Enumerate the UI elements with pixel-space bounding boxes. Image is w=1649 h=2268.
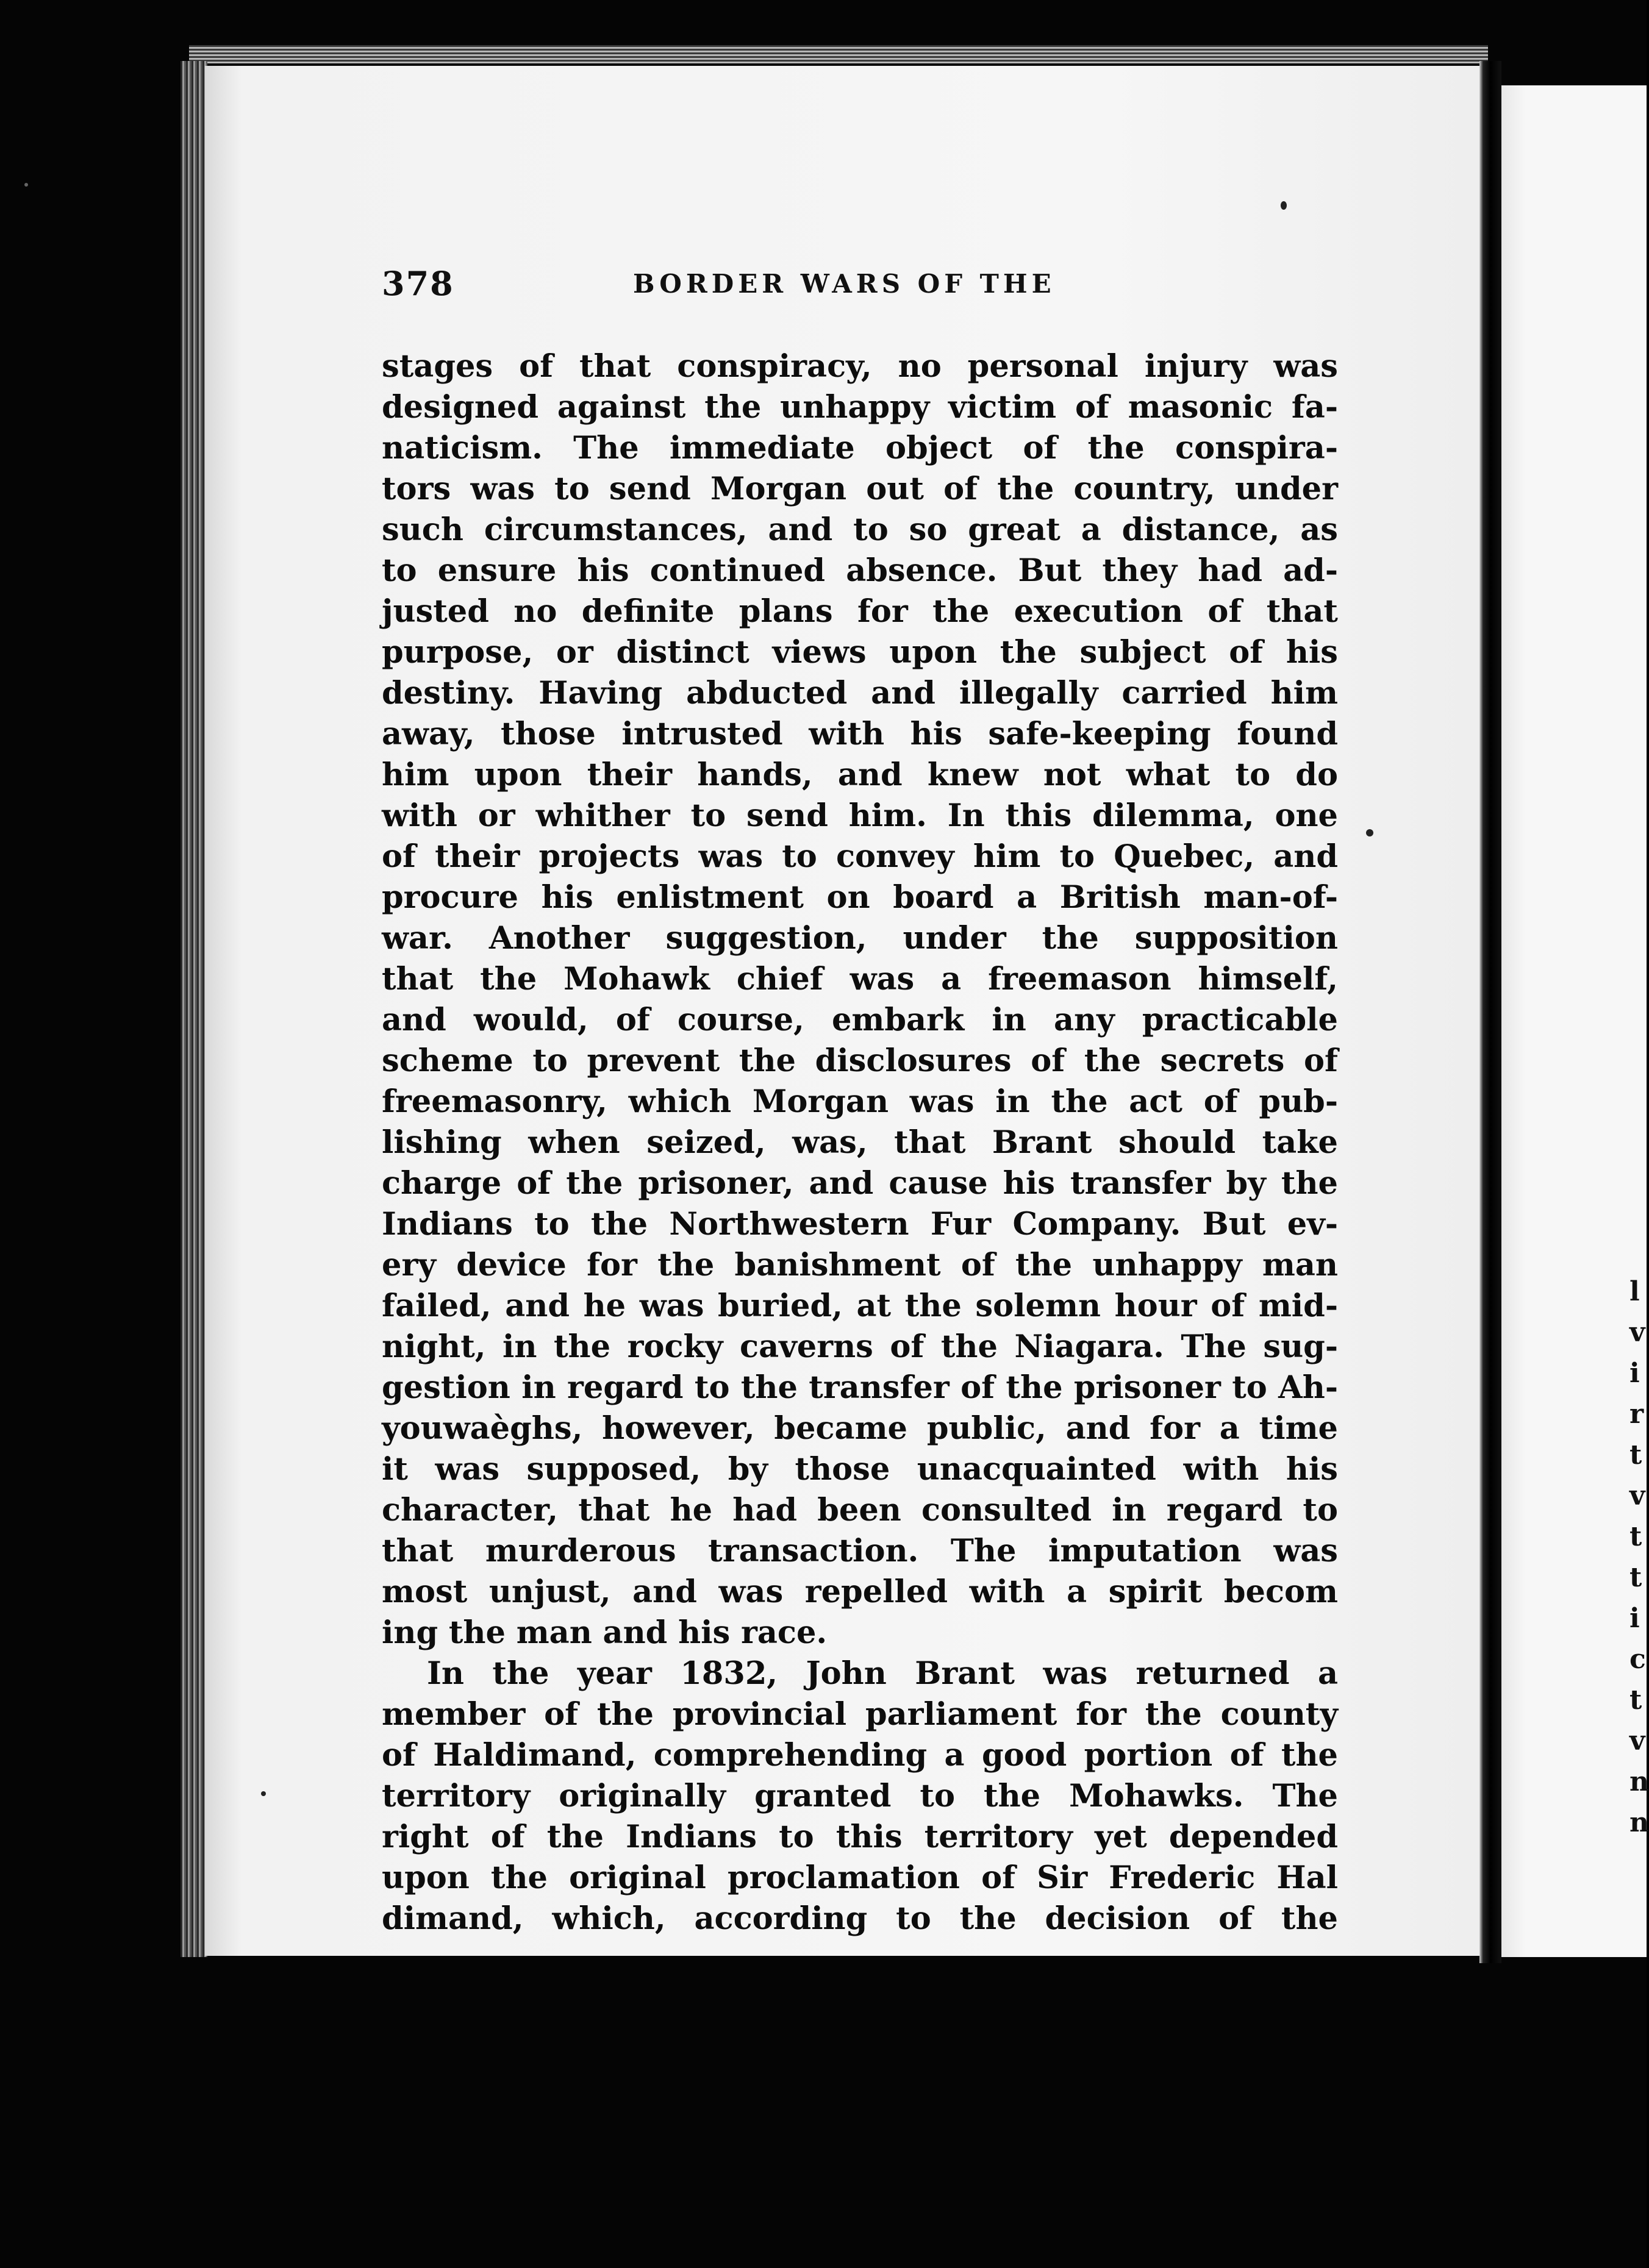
text-line: it was supposed, by those unacquainted with his — [382, 1451, 1338, 1488]
text-line: him upon their hands, and knew not what to do — [382, 757, 1338, 793]
text-line: naticism. The immediate object of the conspira- — [382, 430, 1338, 466]
body-text — [382, 346, 1338, 1939]
scan-speck — [1281, 201, 1287, 210]
text-line: of Haldimand, comprehending a good portion of the — [382, 1737, 1338, 1774]
text-line: most unjust, and was repelled with a spirit becom — [382, 1574, 1338, 1610]
text-line-paragraph-start: In the year 1832, John Brant was returned a — [427, 1655, 1338, 1692]
text-line: to ensure his continued absence. But they had ad- — [382, 552, 1338, 589]
facing-page-letter: t — [1629, 1562, 1642, 1593]
text-line: ing the man and his race. — [382, 1614, 828, 1651]
scan-speck — [1366, 829, 1373, 836]
text-line: ery device for the banishment of the unhappy man — [382, 1247, 1338, 1283]
running-header — [382, 262, 1357, 305]
text-line: tors was to send Morgan out of the country, under — [382, 471, 1338, 507]
text-line: dimand, which, according to the decision of the — [382, 1900, 1338, 1937]
text-line: justed no definite plans for the execution of that — [382, 593, 1338, 630]
text-line: territory originally granted to the Mohawks. The — [382, 1778, 1338, 1814]
facing-page-letter: v — [1629, 1480, 1645, 1511]
text-line: member of the provincial parliament for the county — [382, 1696, 1338, 1733]
text-line: away, those intrusted with his safe-keeping found — [382, 716, 1338, 752]
running-header-title: BORDER WARS OF THE — [633, 269, 1056, 299]
scan-speck — [24, 183, 28, 187]
text-line: purpose, or distinct views upon the subject of his — [382, 634, 1338, 671]
text-line: charge of the prisoner, and cause his transfer by the — [382, 1165, 1338, 1202]
facing-page-letter: t — [1629, 1439, 1642, 1471]
facing-page-letter: n — [1629, 1766, 1649, 1797]
text-line: gestion in regard to the transfer of the prisoner to Ah- — [382, 1369, 1338, 1406]
text-line: that the Mohawk chief was a freemason himself, — [382, 961, 1338, 997]
text-line: night, in the rocky caverns of the Niagara. The sug- — [382, 1328, 1338, 1365]
facing-page-letter: l — [1629, 1276, 1640, 1307]
facing-page-letter: c — [1629, 1644, 1646, 1675]
text-line: lishing when seized, was, that Brant should take — [382, 1124, 1338, 1161]
text-line: procure his enlistment on board a British man-of- — [382, 879, 1338, 916]
facing-page-letter: n — [1629, 1807, 1649, 1838]
facing-page-letter: r — [1629, 1399, 1644, 1430]
page-stack-left-edge — [181, 61, 207, 1957]
text-line: designed against the unhappy victim of masonic fa- — [382, 389, 1338, 426]
text-line: upon the original proclamation of Sir Frederic Hal — [382, 1860, 1338, 1896]
facing-page-letter: v — [1629, 1317, 1645, 1348]
text-line: scheme to prevent the disclosures of the secrets of — [382, 1043, 1338, 1079]
text-line: right of the Indians to this territory yet depended — [382, 1819, 1338, 1855]
text-line: war. Another suggestion, under the supposition — [382, 920, 1338, 957]
text-line: with or whither to send him. In this dilemma, one — [382, 797, 1338, 834]
text-line: failed, and he was buried, at the solemn hour of mid- — [382, 1288, 1338, 1324]
text-line: stages of that conspiracy, no personal injury was — [382, 348, 1338, 385]
facing-page-letter: t — [1629, 1521, 1642, 1552]
page-number: 378 — [382, 264, 454, 303]
text-line: and would, of course, embark in any practicable — [382, 1002, 1338, 1038]
text-line: that murderous transaction. The imputation was — [382, 1533, 1338, 1569]
facing-page-letter: i — [1629, 1358, 1640, 1389]
facing-page-text-fragment — [1629, 1271, 1647, 1843]
text-line: such circumstances, and to so great a distance, as — [382, 512, 1338, 548]
text-line: Indians to the Northwestern Fur Company. But ev- — [382, 1206, 1338, 1243]
facing-page-letter: i — [1629, 1603, 1640, 1634]
scan-speck — [261, 1791, 266, 1796]
text-line: character, that he had been consulted in regard to — [382, 1492, 1338, 1528]
text-line: destiny. Having abducted and illegally carried him — [382, 675, 1338, 711]
book-gutter — [1479, 61, 1501, 1963]
text-line: of their projects was to convey him to Quebec, and — [382, 838, 1338, 875]
facing-page-letter: v — [1629, 1725, 1645, 1756]
facing-page-letter: t — [1629, 1685, 1642, 1716]
facing-page — [1501, 85, 1647, 1957]
page-stack-top-edge — [189, 45, 1488, 63]
text-line: youwaèghs, however, became public, and for a time — [382, 1410, 1338, 1447]
text-line: freemasonry, which Morgan was in the act of pub- — [382, 1083, 1338, 1120]
